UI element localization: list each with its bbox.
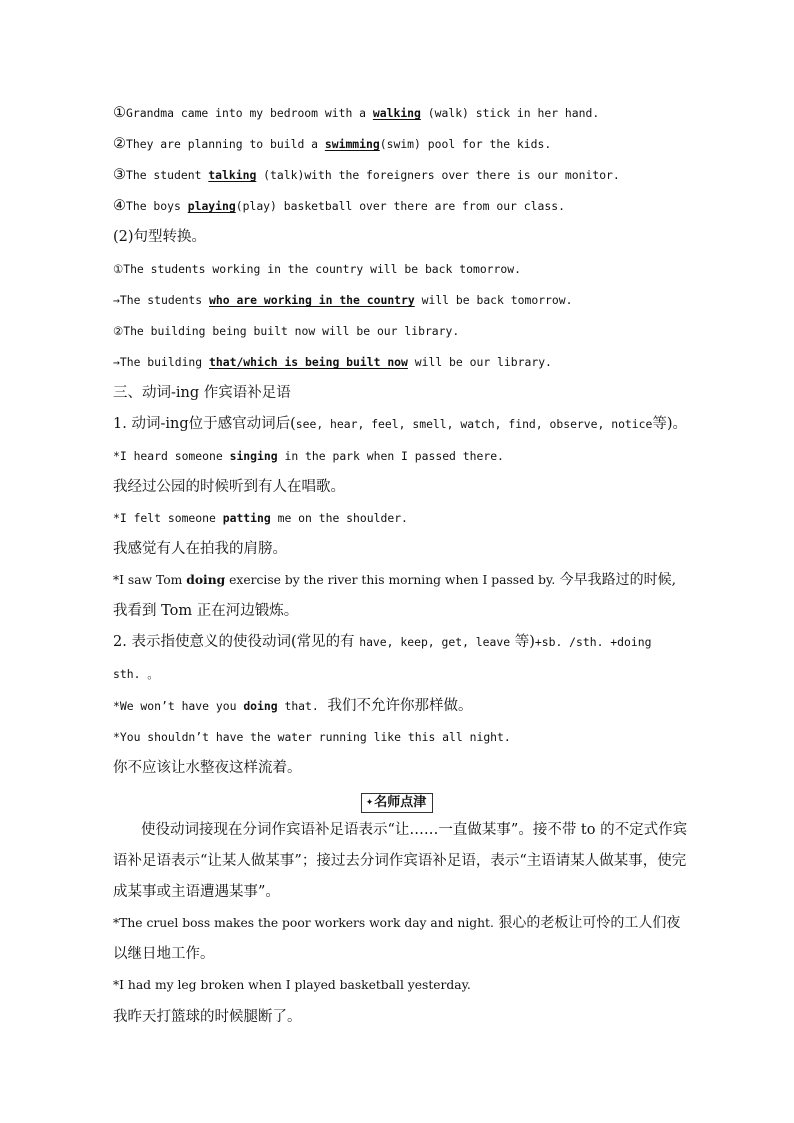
pattern-text: +sb. /sth. +doing <box>534 635 652 649</box>
transform-source-2: ②The building being built now will be our library. <box>113 324 460 338</box>
answer-phrase: who are working in the country <box>209 293 415 307</box>
sentence-text: (play) basketball over there are from our class. <box>235 199 565 213</box>
sentence-text: *I heard someone <box>113 449 230 463</box>
sentence-text: Grandma came into my bedroom with a <box>126 106 373 120</box>
example-1 <box>113 447 690 465</box>
sentence-text: that. <box>277 699 319 713</box>
example-2-translation: 我感觉有人在拍我的肩膀。 <box>113 541 287 557</box>
example-7: *I had my leg broken when I played basketball yesterday. <box>113 978 471 992</box>
transform-result-1 <box>113 291 690 309</box>
exercise-item-4 <box>113 197 690 215</box>
sentence-text: (walk) stick in her hand. <box>420 106 600 120</box>
sentence-text: *I saw Tom <box>113 573 187 587</box>
sentence-text: →The building <box>113 355 210 369</box>
example-3 <box>113 571 690 589</box>
item-number: ④ <box>113 198 126 214</box>
tip-badge <box>361 793 434 813</box>
sentence-text: (talk)with the foreigners over there is our monitor. <box>256 168 620 182</box>
sentence-text: me on the shoulder. <box>270 511 408 525</box>
rule-text: 等) <box>510 634 535 650</box>
key-word: patting <box>222 511 271 525</box>
answer-word: swimming <box>324 137 380 151</box>
item-number: ① <box>113 105 126 121</box>
example-2 <box>113 509 690 527</box>
item-number: ② <box>113 136 126 152</box>
example-1-translation: 我经过公园的时候听到有人在唱歌。 <box>113 479 345 495</box>
sentence-text: exercise by the river this morning when I passed by. <box>225 573 556 587</box>
transform-result-2 <box>113 353 690 371</box>
exercise-item-3 <box>113 166 690 184</box>
transform-source-1: ①The students working in the country will be back tomorrow. <box>113 262 521 276</box>
key-word: doing <box>243 699 278 713</box>
translation-text: 今早我路过的时候, <box>555 572 677 588</box>
sentence-text: The student <box>126 168 209 182</box>
tip-badge-label: 名师点津 <box>374 795 427 810</box>
translation-text: 我们不允许你那样做。 <box>318 698 473 714</box>
rule-text: 1. 动词-ing位于感官动词后( <box>113 416 296 432</box>
sentence-text: will be our library. <box>407 355 552 369</box>
rule-1 <box>113 415 690 433</box>
example-6 <box>113 914 690 932</box>
exercise-item-1 <box>113 104 690 122</box>
translation-text: 狠心的老板让可怜的工人们夜 <box>493 915 681 931</box>
section-title: 三、动词-ing 作宾语补足语 <box>113 385 291 401</box>
exercise-heading: (2)句型转换。 <box>113 229 207 245</box>
sentence-text: They are planning to build a <box>126 137 325 151</box>
tip-paragraph-line-2: 语补足语表示“让某人做某事”；接过去分词作宾语补足语，表示“主语请某人做某事，使完 <box>113 853 687 869</box>
answer-word: playing <box>187 199 236 213</box>
answer-word: walking <box>372 106 421 120</box>
tip-paragraph-line-3: 成某事或主语遭遇某事”。 <box>113 884 280 900</box>
rule-text: 2. 表示指使意义的使役动词(常见的有 <box>113 634 360 650</box>
example-3-translation: 我看到 Tom 正在河边锻炼。 <box>113 603 299 619</box>
sentence-text: (swim) pool for the kids. <box>379 137 552 151</box>
sentence-text: *We won’t have you <box>113 699 244 713</box>
key-word: doing <box>186 572 226 587</box>
answer-word: talking <box>208 168 257 182</box>
rule-2-continued: sth. 。 <box>113 667 159 681</box>
rule-2 <box>113 633 690 651</box>
item-number: ③ <box>113 167 126 183</box>
example-6-translation: 以继日地工作。 <box>113 946 215 962</box>
exercise-item-2 <box>113 135 690 153</box>
rule-text: 等)。 <box>652 416 688 432</box>
example-5: *You shouldn’t have the water running like this all night. <box>113 730 511 744</box>
example-4 <box>113 697 690 715</box>
sentence-text: →The students <box>113 293 210 307</box>
verb-list: see, hear, feel, smell, watch, find, observe, notice <box>295 417 653 431</box>
sentence-text: *The cruel boss makes the poor workers work day and night. <box>113 916 494 930</box>
star-icon: ✦ <box>365 798 374 808</box>
sentence-text: in the park when I passed there. <box>277 449 504 463</box>
sentence-text: *I felt someone <box>113 511 223 525</box>
key-word: singing <box>229 449 278 463</box>
tip-paragraph-line-1: 使役动词接现在分词作宾语补足语表示“让……一直做某事”。接不带 to 的不定式作宾 <box>141 822 688 838</box>
example-5-translation: 你不应该让水整夜这样流着。 <box>113 760 302 776</box>
tip-badge-container <box>0 791 794 813</box>
sentence-text: The boys <box>126 199 188 213</box>
answer-phrase: that/which is being built now <box>209 355 408 369</box>
sentence-text: will be back tomorrow. <box>414 293 573 307</box>
example-7-translation: 我昨天打篮球的时候腿断了。 <box>113 1009 302 1025</box>
verb-list: have, keep, get, leave <box>359 635 511 649</box>
